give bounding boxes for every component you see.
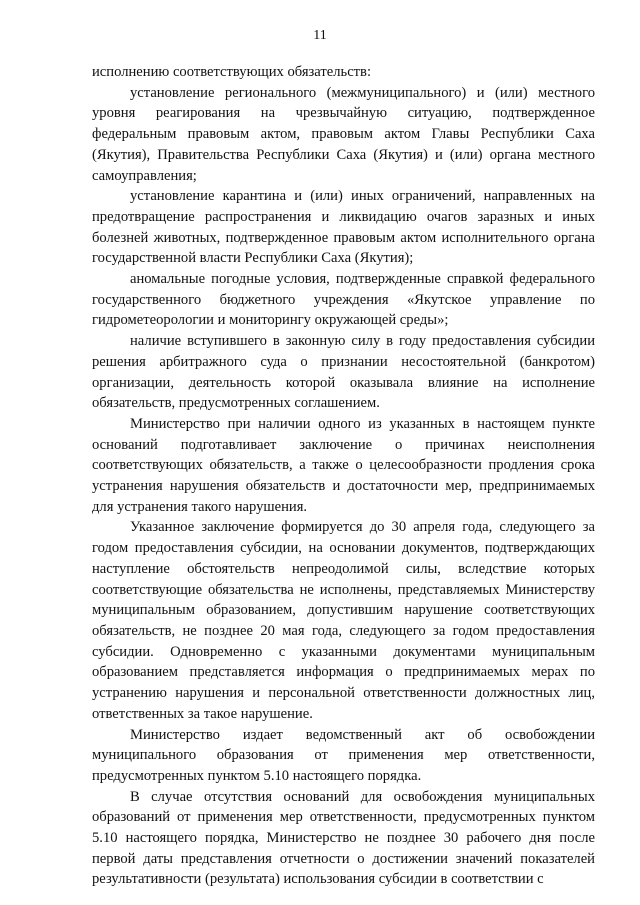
document-body [92,62,595,890]
paragraph-bankruptcy: наличие вступившего в законную силу в году предоставления субсидии решения арбитражного суда о признании несостоятельной (банкротом) организации, деятельность которой оказывала влияние на исполнение обязательств, предусмотренных соглашением. [92,333,595,412]
paragraph-ministry-conclusion: Министерство при наличии одного из указанных в настоящем пункте оснований подготавливает заключение о причинах неисполнения соответствующих обязательств, а также о целесообразности продления срока устранения нарушения обязательств и достаточности мер, предпринимаемых для устранения такого нарушения. [92,415,595,515]
paragraph-quarantine: установление карантина и (или) иных ограничений, направленных на предотвращение распространения и ликвидацию очагов заразных и иных болезней животных, подтвержденное правовым актом исполнительного органа государственной власти Республики Саха (Якутия); [92,188,595,267]
paragraph-weather-conditions: аномальные погодные условия, подтвержденные справкой федерального государственного бюджетного учреждения «Якутское управление по гидрометеорологии и мониторингу окружающей среды»; [92,271,595,329]
paragraph-continuation: исполнению соответствующих обязательств: [92,64,372,80]
page-number: 11 [313,28,327,43]
paragraph-emergency-response: установление регионального (межмуниципального) и (или) местного уровня реагирования на чрезвычайную ситуацию, подтвержденное федеральным правовым актом, правовым актом Главы Республики Саха (Якутия), Правительства Республики Саха (Якутия) и (или) органа местного самоуправления; [92,84,595,184]
paragraph-conclusion-deadline: Указанное заключение формируется до 30 апреля года, следующего за годом предоставления субсидии, на основании документов, подтверждающих наступление обстоятельств непреодолимой силы, вследствие которых соответствующие обязательства не исполнены, представляемых Министерству муниципальным образованием, допустившим нарушение соответствующих обязательств, не позднее 20 мая года, следующего за годом предоставления субсидии. Одновременно с указанными документами муниципальным образованием представляется информация о предпринимаемых мерах по устранению нарушения и персональной ответственности должностных лиц, ответственных за такое нарушение. [92,519,595,722]
paragraph-no-grounds: В случае отсутствия оснований для освобождения муниципальных образований от применения мер ответственности, предусмотренных пунктом 5.10 настоящего порядка, Министерство не позднее 30 рабочего дня после первой даты представления отчетности о достижении значений показателей результативности (результата) использования субсидии в соответствии с [92,788,595,888]
paragraph-exemption-act: Министерство издает ведомственный акт об освобождении муниципального образования от применения мер ответственности, предусмотренных пунктом 5.10 настоящего порядка. [92,726,595,784]
